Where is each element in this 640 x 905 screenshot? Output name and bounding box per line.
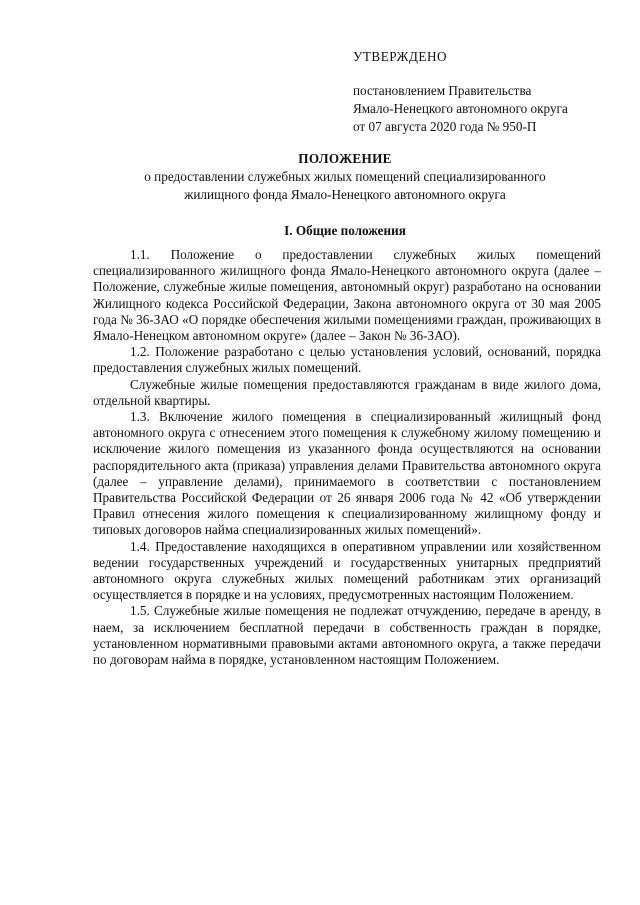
document-heading: ПОЛОЖЕНИЕ <box>298 151 392 166</box>
section-heading: I. Общие положения <box>284 223 406 238</box>
document-subtitle-line-2: жилищного фонда Ямало-Ненецкого автономного округа <box>184 187 506 202</box>
approval-title: УТВЕРЖДЕНО <box>353 49 448 64</box>
document-title <box>80 150 610 204</box>
paragraph-1-2: 1.2. Положение разработано с целью установления условий, оснований, порядка предоставления служебных жилых помещений. <box>93 344 601 376</box>
document-subtitle-line-1: о предоставлении служебных жилых помещений специализированного <box>144 169 546 184</box>
paragraph-1-1: 1.1. Положение о предоставлении служебных жилых помещений специализированного жилищного фонда Ямало-Ненецкого автономного округа (далее – Положение, служебные жилые помещения, автономный округ) разработано на основании Жилищного кодекса Российской Федерации, Закона автономного округа от 30 мая 2005 года № 36-ЗАО «О порядке обеспечения жилыми помещениями граждан, проживающих в Ямало-Ненецком автономном округе» (далее – Закон № 36-ЗАО). <box>93 247 601 344</box>
approval-line-date: от 07 августа 2020 года № 950-П <box>353 119 537 134</box>
approval-block <box>353 48 613 136</box>
document-body <box>93 247 601 668</box>
approval-line-decree: постановлением Правительства <box>353 83 532 98</box>
paragraph-1-4: 1.4. Предоставление находящихся в оперативном управлении или хозяйственном ведении государственных учреждений и государственных унитарных предприятий автономного округа служебных жилых помещений работникам этих организаций осуществляется в порядке и на условиях, предусмотренных настоящим Положением. <box>93 538 601 603</box>
paragraph-1-5: 1.5. Служебные жилые помещения не подлежат отчуждению, передаче в аренду, в наем, за исключением бесплатной передачи в собственность граждан в порядке, установленном нормативными правовыми актами автономного округа, а также передачи по договорам найма в порядке, установленном настоящим Положением. <box>93 603 601 668</box>
paragraph-1-3: 1.3. Включение жилого помещения в специализированный жилищный фонд автономного округа с отнесением этого помещения к служебному жилому помещению и исключение жилого помещения из указанного фонда осуществляются на основании распорядительного акта (приказа) управления делами Правительства автономного округа (далее – управление делами), принимаемого в соответствии с постановлением Правительства Российской Федерации от 26 января 2006 года № 42 «Об утверждении Правил отнесения жилого помещения к специализированному жилищному фонду и типовых договоров найма специализированных жилых помещений». <box>93 409 601 538</box>
paragraph-1-2-continued: Служебные жилые помещения предоставляются гражданам в виде жилого дома, отдельной квартиры. <box>93 376 601 408</box>
approval-line-government: Ямало-Ненецкого автономного округа <box>353 101 568 116</box>
